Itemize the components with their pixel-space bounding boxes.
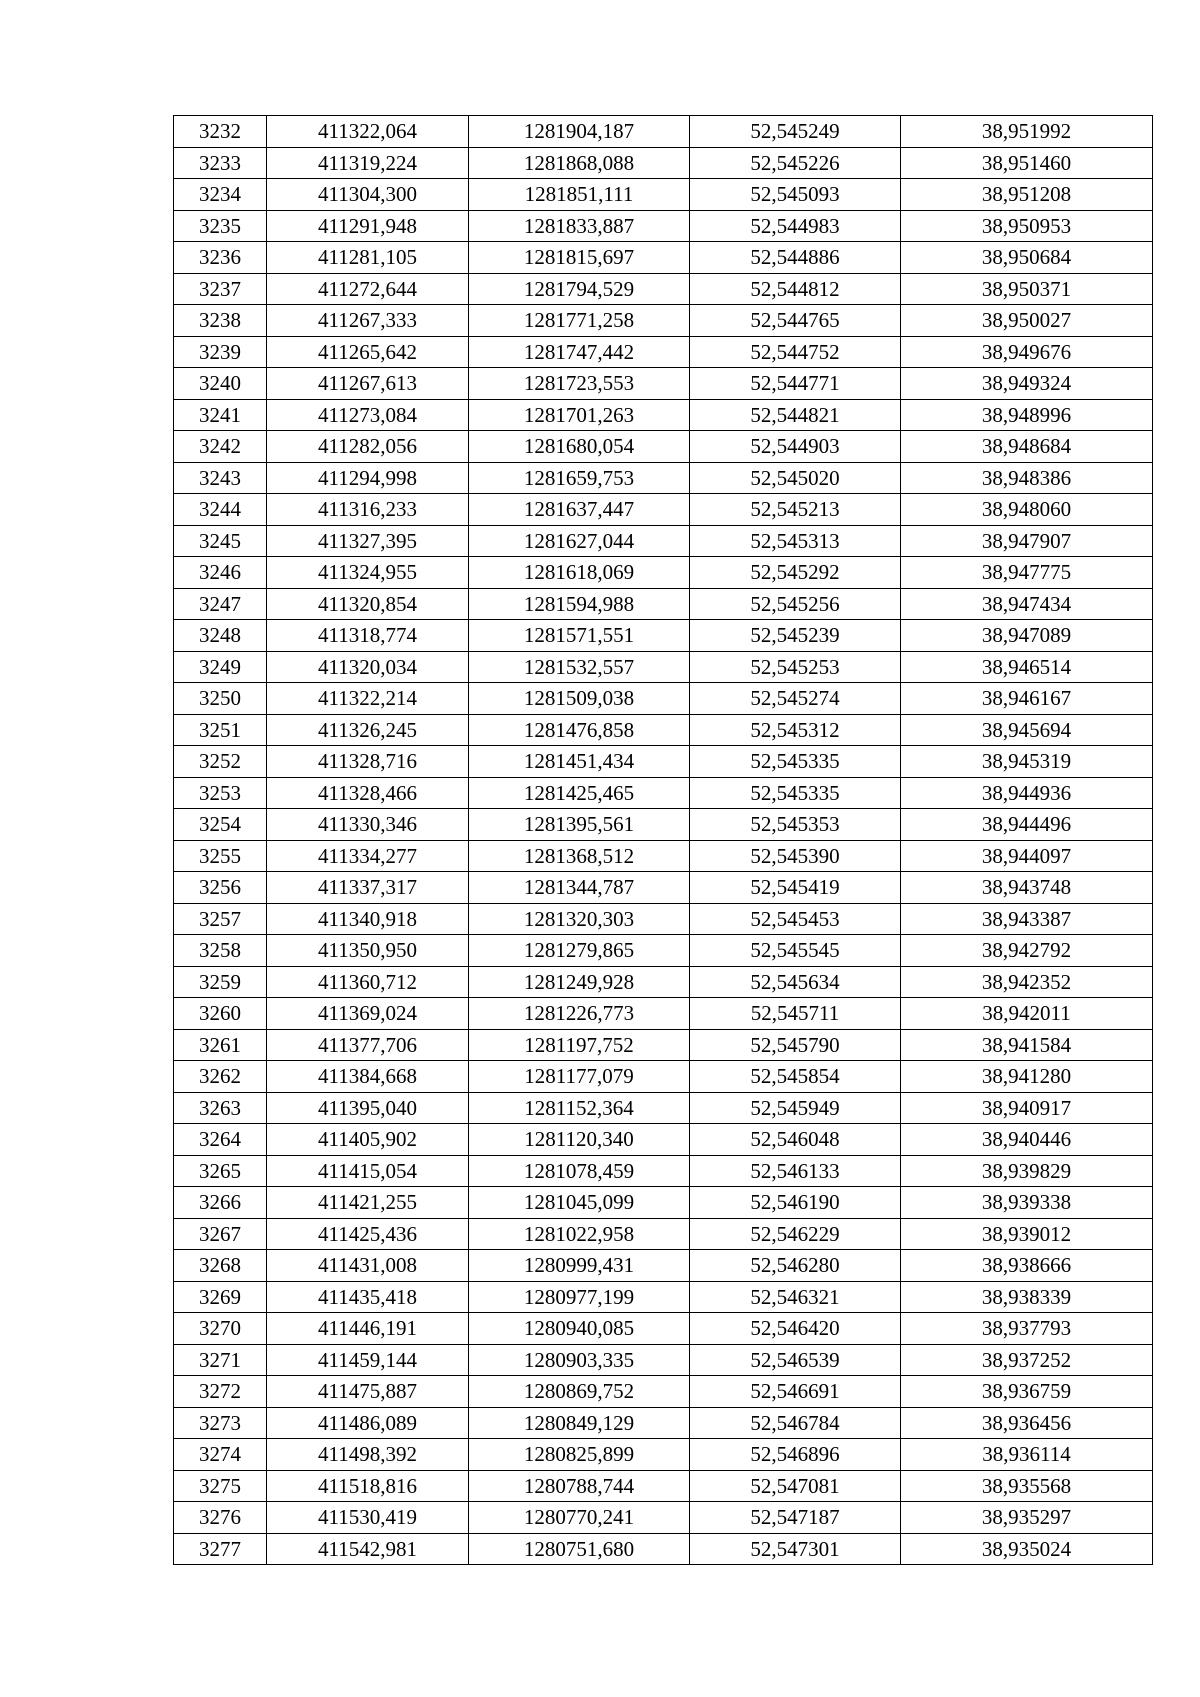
point-number-cell: 3253 bbox=[174, 777, 267, 809]
latitude-cell: 52,546280 bbox=[690, 1250, 901, 1282]
latitude-cell: 52,544812 bbox=[690, 273, 901, 305]
latitude-cell: 52,545256 bbox=[690, 588, 901, 620]
longitude-cell: 38,950953 bbox=[901, 210, 1153, 242]
x-coordinate-cell: 411542,981 bbox=[267, 1533, 469, 1565]
y-coordinate-cell: 1281120,340 bbox=[469, 1124, 690, 1156]
x-coordinate-cell: 411322,064 bbox=[267, 116, 469, 148]
longitude-cell: 38,951992 bbox=[901, 116, 1153, 148]
table-row bbox=[174, 399, 1153, 431]
y-coordinate-cell: 1281659,753 bbox=[469, 462, 690, 494]
coordinates-table-body bbox=[174, 116, 1153, 1565]
latitude-cell: 52,544765 bbox=[690, 305, 901, 337]
table-row bbox=[174, 557, 1153, 589]
table-row bbox=[174, 1313, 1153, 1345]
table-row bbox=[174, 210, 1153, 242]
x-coordinate-cell: 411291,948 bbox=[267, 210, 469, 242]
table-row bbox=[174, 683, 1153, 715]
point-number-cell: 3270 bbox=[174, 1313, 267, 1345]
latitude-cell: 52,544903 bbox=[690, 431, 901, 463]
longitude-cell: 38,944496 bbox=[901, 809, 1153, 841]
table-row bbox=[174, 966, 1153, 998]
x-coordinate-cell: 411320,854 bbox=[267, 588, 469, 620]
table-row bbox=[174, 588, 1153, 620]
point-number-cell: 3255 bbox=[174, 840, 267, 872]
x-coordinate-cell: 411530,419 bbox=[267, 1502, 469, 1534]
latitude-cell: 52,547081 bbox=[690, 1470, 901, 1502]
latitude-cell: 52,545634 bbox=[690, 966, 901, 998]
latitude-cell: 52,546229 bbox=[690, 1218, 901, 1250]
longitude-cell: 38,939012 bbox=[901, 1218, 1153, 1250]
table-row bbox=[174, 116, 1153, 148]
point-number-cell: 3257 bbox=[174, 903, 267, 935]
point-number-cell: 3236 bbox=[174, 242, 267, 274]
y-coordinate-cell: 1281723,553 bbox=[469, 368, 690, 400]
x-coordinate-cell: 411265,642 bbox=[267, 336, 469, 368]
point-number-cell: 3252 bbox=[174, 746, 267, 778]
longitude-cell: 38,939338 bbox=[901, 1187, 1153, 1219]
y-coordinate-cell: 1281594,988 bbox=[469, 588, 690, 620]
x-coordinate-cell: 411324,955 bbox=[267, 557, 469, 589]
point-number-cell: 3242 bbox=[174, 431, 267, 463]
x-coordinate-cell: 411267,333 bbox=[267, 305, 469, 337]
point-number-cell: 3234 bbox=[174, 179, 267, 211]
longitude-cell: 38,942792 bbox=[901, 935, 1153, 967]
point-number-cell: 3274 bbox=[174, 1439, 267, 1471]
table-row bbox=[174, 1029, 1153, 1061]
x-coordinate-cell: 411369,024 bbox=[267, 998, 469, 1030]
x-coordinate-cell: 411281,105 bbox=[267, 242, 469, 274]
longitude-cell: 38,948060 bbox=[901, 494, 1153, 526]
longitude-cell: 38,942011 bbox=[901, 998, 1153, 1030]
table-row bbox=[174, 1187, 1153, 1219]
latitude-cell: 52,545711 bbox=[690, 998, 901, 1030]
table-row bbox=[174, 431, 1153, 463]
point-number-cell: 3248 bbox=[174, 620, 267, 652]
table-row bbox=[174, 998, 1153, 1030]
table-row bbox=[174, 1061, 1153, 1093]
point-number-cell: 3267 bbox=[174, 1218, 267, 1250]
x-coordinate-cell: 411326,245 bbox=[267, 714, 469, 746]
longitude-cell: 38,944936 bbox=[901, 777, 1153, 809]
table-row bbox=[174, 273, 1153, 305]
longitude-cell: 38,946167 bbox=[901, 683, 1153, 715]
table-row bbox=[174, 1376, 1153, 1408]
y-coordinate-cell: 1281152,364 bbox=[469, 1092, 690, 1124]
point-number-cell: 3276 bbox=[174, 1502, 267, 1534]
x-coordinate-cell: 411334,277 bbox=[267, 840, 469, 872]
point-number-cell: 3235 bbox=[174, 210, 267, 242]
y-coordinate-cell: 1280788,744 bbox=[469, 1470, 690, 1502]
table-row bbox=[174, 242, 1153, 274]
y-coordinate-cell: 1281532,557 bbox=[469, 651, 690, 683]
latitude-cell: 52,546691 bbox=[690, 1376, 901, 1408]
longitude-cell: 38,936456 bbox=[901, 1407, 1153, 1439]
y-coordinate-cell: 1281833,887 bbox=[469, 210, 690, 242]
y-coordinate-cell: 1281794,529 bbox=[469, 273, 690, 305]
latitude-cell: 52,545949 bbox=[690, 1092, 901, 1124]
longitude-cell: 38,950684 bbox=[901, 242, 1153, 274]
x-coordinate-cell: 411435,418 bbox=[267, 1281, 469, 1313]
longitude-cell: 38,950371 bbox=[901, 273, 1153, 305]
latitude-cell: 52,546420 bbox=[690, 1313, 901, 1345]
table-row bbox=[174, 903, 1153, 935]
y-coordinate-cell: 1280903,335 bbox=[469, 1344, 690, 1376]
point-number-cell: 3275 bbox=[174, 1470, 267, 1502]
x-coordinate-cell: 411273,084 bbox=[267, 399, 469, 431]
table-row bbox=[174, 368, 1153, 400]
y-coordinate-cell: 1281249,928 bbox=[469, 966, 690, 998]
point-number-cell: 3259 bbox=[174, 966, 267, 998]
y-coordinate-cell: 1281747,442 bbox=[469, 336, 690, 368]
y-coordinate-cell: 1280999,431 bbox=[469, 1250, 690, 1282]
longitude-cell: 38,936114 bbox=[901, 1439, 1153, 1471]
x-coordinate-cell: 411272,644 bbox=[267, 273, 469, 305]
y-coordinate-cell: 1281344,787 bbox=[469, 872, 690, 904]
latitude-cell: 52,545249 bbox=[690, 116, 901, 148]
latitude-cell: 52,545419 bbox=[690, 872, 901, 904]
longitude-cell: 38,949676 bbox=[901, 336, 1153, 368]
latitude-cell: 52,546539 bbox=[690, 1344, 901, 1376]
latitude-cell: 52,545292 bbox=[690, 557, 901, 589]
latitude-cell: 52,544886 bbox=[690, 242, 901, 274]
x-coordinate-cell: 411320,034 bbox=[267, 651, 469, 683]
table-row bbox=[174, 1344, 1153, 1376]
longitude-cell: 38,937252 bbox=[901, 1344, 1153, 1376]
x-coordinate-cell: 411459,144 bbox=[267, 1344, 469, 1376]
x-coordinate-cell: 411421,255 bbox=[267, 1187, 469, 1219]
latitude-cell: 52,546784 bbox=[690, 1407, 901, 1439]
latitude-cell: 52,545313 bbox=[690, 525, 901, 557]
y-coordinate-cell: 1281320,303 bbox=[469, 903, 690, 935]
point-number-cell: 3245 bbox=[174, 525, 267, 557]
y-coordinate-cell: 1280849,129 bbox=[469, 1407, 690, 1439]
table-row bbox=[174, 935, 1153, 967]
y-coordinate-cell: 1281627,044 bbox=[469, 525, 690, 557]
x-coordinate-cell: 411425,436 bbox=[267, 1218, 469, 1250]
latitude-cell: 52,545226 bbox=[690, 147, 901, 179]
x-coordinate-cell: 411395,040 bbox=[267, 1092, 469, 1124]
x-coordinate-cell: 411377,706 bbox=[267, 1029, 469, 1061]
table-row bbox=[174, 462, 1153, 494]
point-number-cell: 3266 bbox=[174, 1187, 267, 1219]
longitude-cell: 38,938339 bbox=[901, 1281, 1153, 1313]
y-coordinate-cell: 1281451,434 bbox=[469, 746, 690, 778]
latitude-cell: 52,545390 bbox=[690, 840, 901, 872]
y-coordinate-cell: 1281868,088 bbox=[469, 147, 690, 179]
y-coordinate-cell: 1280869,752 bbox=[469, 1376, 690, 1408]
table-row bbox=[174, 1155, 1153, 1187]
point-number-cell: 3250 bbox=[174, 683, 267, 715]
table-row bbox=[174, 1092, 1153, 1124]
latitude-cell: 52,545854 bbox=[690, 1061, 901, 1093]
longitude-cell: 38,951208 bbox=[901, 179, 1153, 211]
x-coordinate-cell: 411282,056 bbox=[267, 431, 469, 463]
point-number-cell: 3239 bbox=[174, 336, 267, 368]
y-coordinate-cell: 1281815,697 bbox=[469, 242, 690, 274]
table-row bbox=[174, 179, 1153, 211]
y-coordinate-cell: 1280825,899 bbox=[469, 1439, 690, 1471]
point-number-cell: 3251 bbox=[174, 714, 267, 746]
x-coordinate-cell: 411384,668 bbox=[267, 1061, 469, 1093]
point-number-cell: 3265 bbox=[174, 1155, 267, 1187]
longitude-cell: 38,945694 bbox=[901, 714, 1153, 746]
table-row bbox=[174, 651, 1153, 683]
y-coordinate-cell: 1281509,038 bbox=[469, 683, 690, 715]
x-coordinate-cell: 411267,613 bbox=[267, 368, 469, 400]
latitude-cell: 52,546048 bbox=[690, 1124, 901, 1156]
point-number-cell: 3237 bbox=[174, 273, 267, 305]
x-coordinate-cell: 411350,950 bbox=[267, 935, 469, 967]
longitude-cell: 38,948386 bbox=[901, 462, 1153, 494]
table-row bbox=[174, 494, 1153, 526]
x-coordinate-cell: 411415,054 bbox=[267, 1155, 469, 1187]
x-coordinate-cell: 411318,774 bbox=[267, 620, 469, 652]
table-row bbox=[174, 1407, 1153, 1439]
y-coordinate-cell: 1281022,958 bbox=[469, 1218, 690, 1250]
point-number-cell: 3247 bbox=[174, 588, 267, 620]
longitude-cell: 38,941584 bbox=[901, 1029, 1153, 1061]
point-number-cell: 3254 bbox=[174, 809, 267, 841]
y-coordinate-cell: 1281904,187 bbox=[469, 116, 690, 148]
y-coordinate-cell: 1281618,069 bbox=[469, 557, 690, 589]
latitude-cell: 52,544983 bbox=[690, 210, 901, 242]
x-coordinate-cell: 411340,918 bbox=[267, 903, 469, 935]
latitude-cell: 52,545274 bbox=[690, 683, 901, 715]
y-coordinate-cell: 1281078,459 bbox=[469, 1155, 690, 1187]
point-number-cell: 3232 bbox=[174, 116, 267, 148]
table-row bbox=[174, 1502, 1153, 1534]
table-row bbox=[174, 746, 1153, 778]
latitude-cell: 52,545353 bbox=[690, 809, 901, 841]
y-coordinate-cell: 1280977,199 bbox=[469, 1281, 690, 1313]
table-row bbox=[174, 1470, 1153, 1502]
latitude-cell: 52,546321 bbox=[690, 1281, 901, 1313]
longitude-cell: 38,947434 bbox=[901, 588, 1153, 620]
y-coordinate-cell: 1280940,085 bbox=[469, 1313, 690, 1345]
latitude-cell: 52,545453 bbox=[690, 903, 901, 935]
x-coordinate-cell: 411337,317 bbox=[267, 872, 469, 904]
y-coordinate-cell: 1281571,551 bbox=[469, 620, 690, 652]
y-coordinate-cell: 1281368,512 bbox=[469, 840, 690, 872]
table-row bbox=[174, 1250, 1153, 1282]
latitude-cell: 52,545545 bbox=[690, 935, 901, 967]
table-row bbox=[174, 1439, 1153, 1471]
point-number-cell: 3233 bbox=[174, 147, 267, 179]
latitude-cell: 52,544821 bbox=[690, 399, 901, 431]
longitude-cell: 38,946514 bbox=[901, 651, 1153, 683]
y-coordinate-cell: 1281395,561 bbox=[469, 809, 690, 841]
longitude-cell: 38,947907 bbox=[901, 525, 1153, 557]
point-number-cell: 3244 bbox=[174, 494, 267, 526]
latitude-cell: 52,545213 bbox=[690, 494, 901, 526]
latitude-cell: 52,545335 bbox=[690, 777, 901, 809]
latitude-cell: 52,545312 bbox=[690, 714, 901, 746]
longitude-cell: 38,942352 bbox=[901, 966, 1153, 998]
point-number-cell: 3264 bbox=[174, 1124, 267, 1156]
longitude-cell: 38,951460 bbox=[901, 147, 1153, 179]
x-coordinate-cell: 411498,392 bbox=[267, 1439, 469, 1471]
longitude-cell: 38,950027 bbox=[901, 305, 1153, 337]
x-coordinate-cell: 411322,214 bbox=[267, 683, 469, 715]
latitude-cell: 52,545093 bbox=[690, 179, 901, 211]
table-row bbox=[174, 872, 1153, 904]
longitude-cell: 38,943748 bbox=[901, 872, 1153, 904]
longitude-cell: 38,948996 bbox=[901, 399, 1153, 431]
longitude-cell: 38,936759 bbox=[901, 1376, 1153, 1408]
longitude-cell: 38,940446 bbox=[901, 1124, 1153, 1156]
longitude-cell: 38,937793 bbox=[901, 1313, 1153, 1345]
point-number-cell: 3261 bbox=[174, 1029, 267, 1061]
longitude-cell: 38,949324 bbox=[901, 368, 1153, 400]
latitude-cell: 52,544752 bbox=[690, 336, 901, 368]
table-row bbox=[174, 1281, 1153, 1313]
y-coordinate-cell: 1281637,447 bbox=[469, 494, 690, 526]
y-coordinate-cell: 1281476,858 bbox=[469, 714, 690, 746]
x-coordinate-cell: 411327,395 bbox=[267, 525, 469, 557]
x-coordinate-cell: 411446,191 bbox=[267, 1313, 469, 1345]
longitude-cell: 38,947775 bbox=[901, 557, 1153, 589]
y-coordinate-cell: 1281197,752 bbox=[469, 1029, 690, 1061]
longitude-cell: 38,945319 bbox=[901, 746, 1153, 778]
y-coordinate-cell: 1281177,079 bbox=[469, 1061, 690, 1093]
y-coordinate-cell: 1280751,680 bbox=[469, 1533, 690, 1565]
x-coordinate-cell: 411294,998 bbox=[267, 462, 469, 494]
point-number-cell: 3249 bbox=[174, 651, 267, 683]
latitude-cell: 52,547301 bbox=[690, 1533, 901, 1565]
table-row bbox=[174, 336, 1153, 368]
latitude-cell: 52,545790 bbox=[690, 1029, 901, 1061]
table-row bbox=[174, 714, 1153, 746]
longitude-cell: 38,940917 bbox=[901, 1092, 1153, 1124]
y-coordinate-cell: 1281771,258 bbox=[469, 305, 690, 337]
longitude-cell: 38,935024 bbox=[901, 1533, 1153, 1565]
point-number-cell: 3277 bbox=[174, 1533, 267, 1565]
longitude-cell: 38,939829 bbox=[901, 1155, 1153, 1187]
x-coordinate-cell: 411518,816 bbox=[267, 1470, 469, 1502]
x-coordinate-cell: 411486,089 bbox=[267, 1407, 469, 1439]
point-number-cell: 3240 bbox=[174, 368, 267, 400]
point-number-cell: 3243 bbox=[174, 462, 267, 494]
latitude-cell: 52,544771 bbox=[690, 368, 901, 400]
y-coordinate-cell: 1281851,111 bbox=[469, 179, 690, 211]
y-coordinate-cell: 1281045,099 bbox=[469, 1187, 690, 1219]
longitude-cell: 38,938666 bbox=[901, 1250, 1153, 1282]
x-coordinate-cell: 411360,712 bbox=[267, 966, 469, 998]
x-coordinate-cell: 411304,300 bbox=[267, 179, 469, 211]
latitude-cell: 52,547187 bbox=[690, 1502, 901, 1534]
table-row bbox=[174, 620, 1153, 652]
x-coordinate-cell: 411431,008 bbox=[267, 1250, 469, 1282]
latitude-cell: 52,546896 bbox=[690, 1439, 901, 1471]
x-coordinate-cell: 411328,466 bbox=[267, 777, 469, 809]
longitude-cell: 38,948684 bbox=[901, 431, 1153, 463]
point-number-cell: 3273 bbox=[174, 1407, 267, 1439]
table-row bbox=[174, 1533, 1153, 1565]
table-row bbox=[174, 840, 1153, 872]
table-row bbox=[174, 147, 1153, 179]
longitude-cell: 38,935297 bbox=[901, 1502, 1153, 1534]
longitude-cell: 38,944097 bbox=[901, 840, 1153, 872]
point-number-cell: 3262 bbox=[174, 1061, 267, 1093]
y-coordinate-cell: 1281279,865 bbox=[469, 935, 690, 967]
y-coordinate-cell: 1281226,773 bbox=[469, 998, 690, 1030]
latitude-cell: 52,545335 bbox=[690, 746, 901, 778]
table-row bbox=[174, 777, 1153, 809]
point-number-cell: 3258 bbox=[174, 935, 267, 967]
latitude-cell: 52,545253 bbox=[690, 651, 901, 683]
table-row bbox=[174, 305, 1153, 337]
latitude-cell: 52,546133 bbox=[690, 1155, 901, 1187]
table-row bbox=[174, 809, 1153, 841]
longitude-cell: 38,935568 bbox=[901, 1470, 1153, 1502]
point-number-cell: 3256 bbox=[174, 872, 267, 904]
y-coordinate-cell: 1281680,054 bbox=[469, 431, 690, 463]
point-number-cell: 3246 bbox=[174, 557, 267, 589]
point-number-cell: 3269 bbox=[174, 1281, 267, 1313]
table-row bbox=[174, 1124, 1153, 1156]
point-number-cell: 3263 bbox=[174, 1092, 267, 1124]
longitude-cell: 38,943387 bbox=[901, 903, 1153, 935]
x-coordinate-cell: 411316,233 bbox=[267, 494, 469, 526]
table-row bbox=[174, 1218, 1153, 1250]
table-row bbox=[174, 525, 1153, 557]
point-number-cell: 3260 bbox=[174, 998, 267, 1030]
latitude-cell: 52,546190 bbox=[690, 1187, 901, 1219]
y-coordinate-cell: 1281701,263 bbox=[469, 399, 690, 431]
coordinates-table bbox=[173, 115, 1153, 1565]
y-coordinate-cell: 1281425,465 bbox=[469, 777, 690, 809]
longitude-cell: 38,947089 bbox=[901, 620, 1153, 652]
point-number-cell: 3271 bbox=[174, 1344, 267, 1376]
latitude-cell: 52,545020 bbox=[690, 462, 901, 494]
x-coordinate-cell: 411475,887 bbox=[267, 1376, 469, 1408]
point-number-cell: 3241 bbox=[174, 399, 267, 431]
x-coordinate-cell: 411319,224 bbox=[267, 147, 469, 179]
longitude-cell: 38,941280 bbox=[901, 1061, 1153, 1093]
x-coordinate-cell: 411328,716 bbox=[267, 746, 469, 778]
latitude-cell: 52,545239 bbox=[690, 620, 901, 652]
point-number-cell: 3238 bbox=[174, 305, 267, 337]
point-number-cell: 3268 bbox=[174, 1250, 267, 1282]
x-coordinate-cell: 411330,346 bbox=[267, 809, 469, 841]
y-coordinate-cell: 1280770,241 bbox=[469, 1502, 690, 1534]
x-coordinate-cell: 411405,902 bbox=[267, 1124, 469, 1156]
point-number-cell: 3272 bbox=[174, 1376, 267, 1408]
